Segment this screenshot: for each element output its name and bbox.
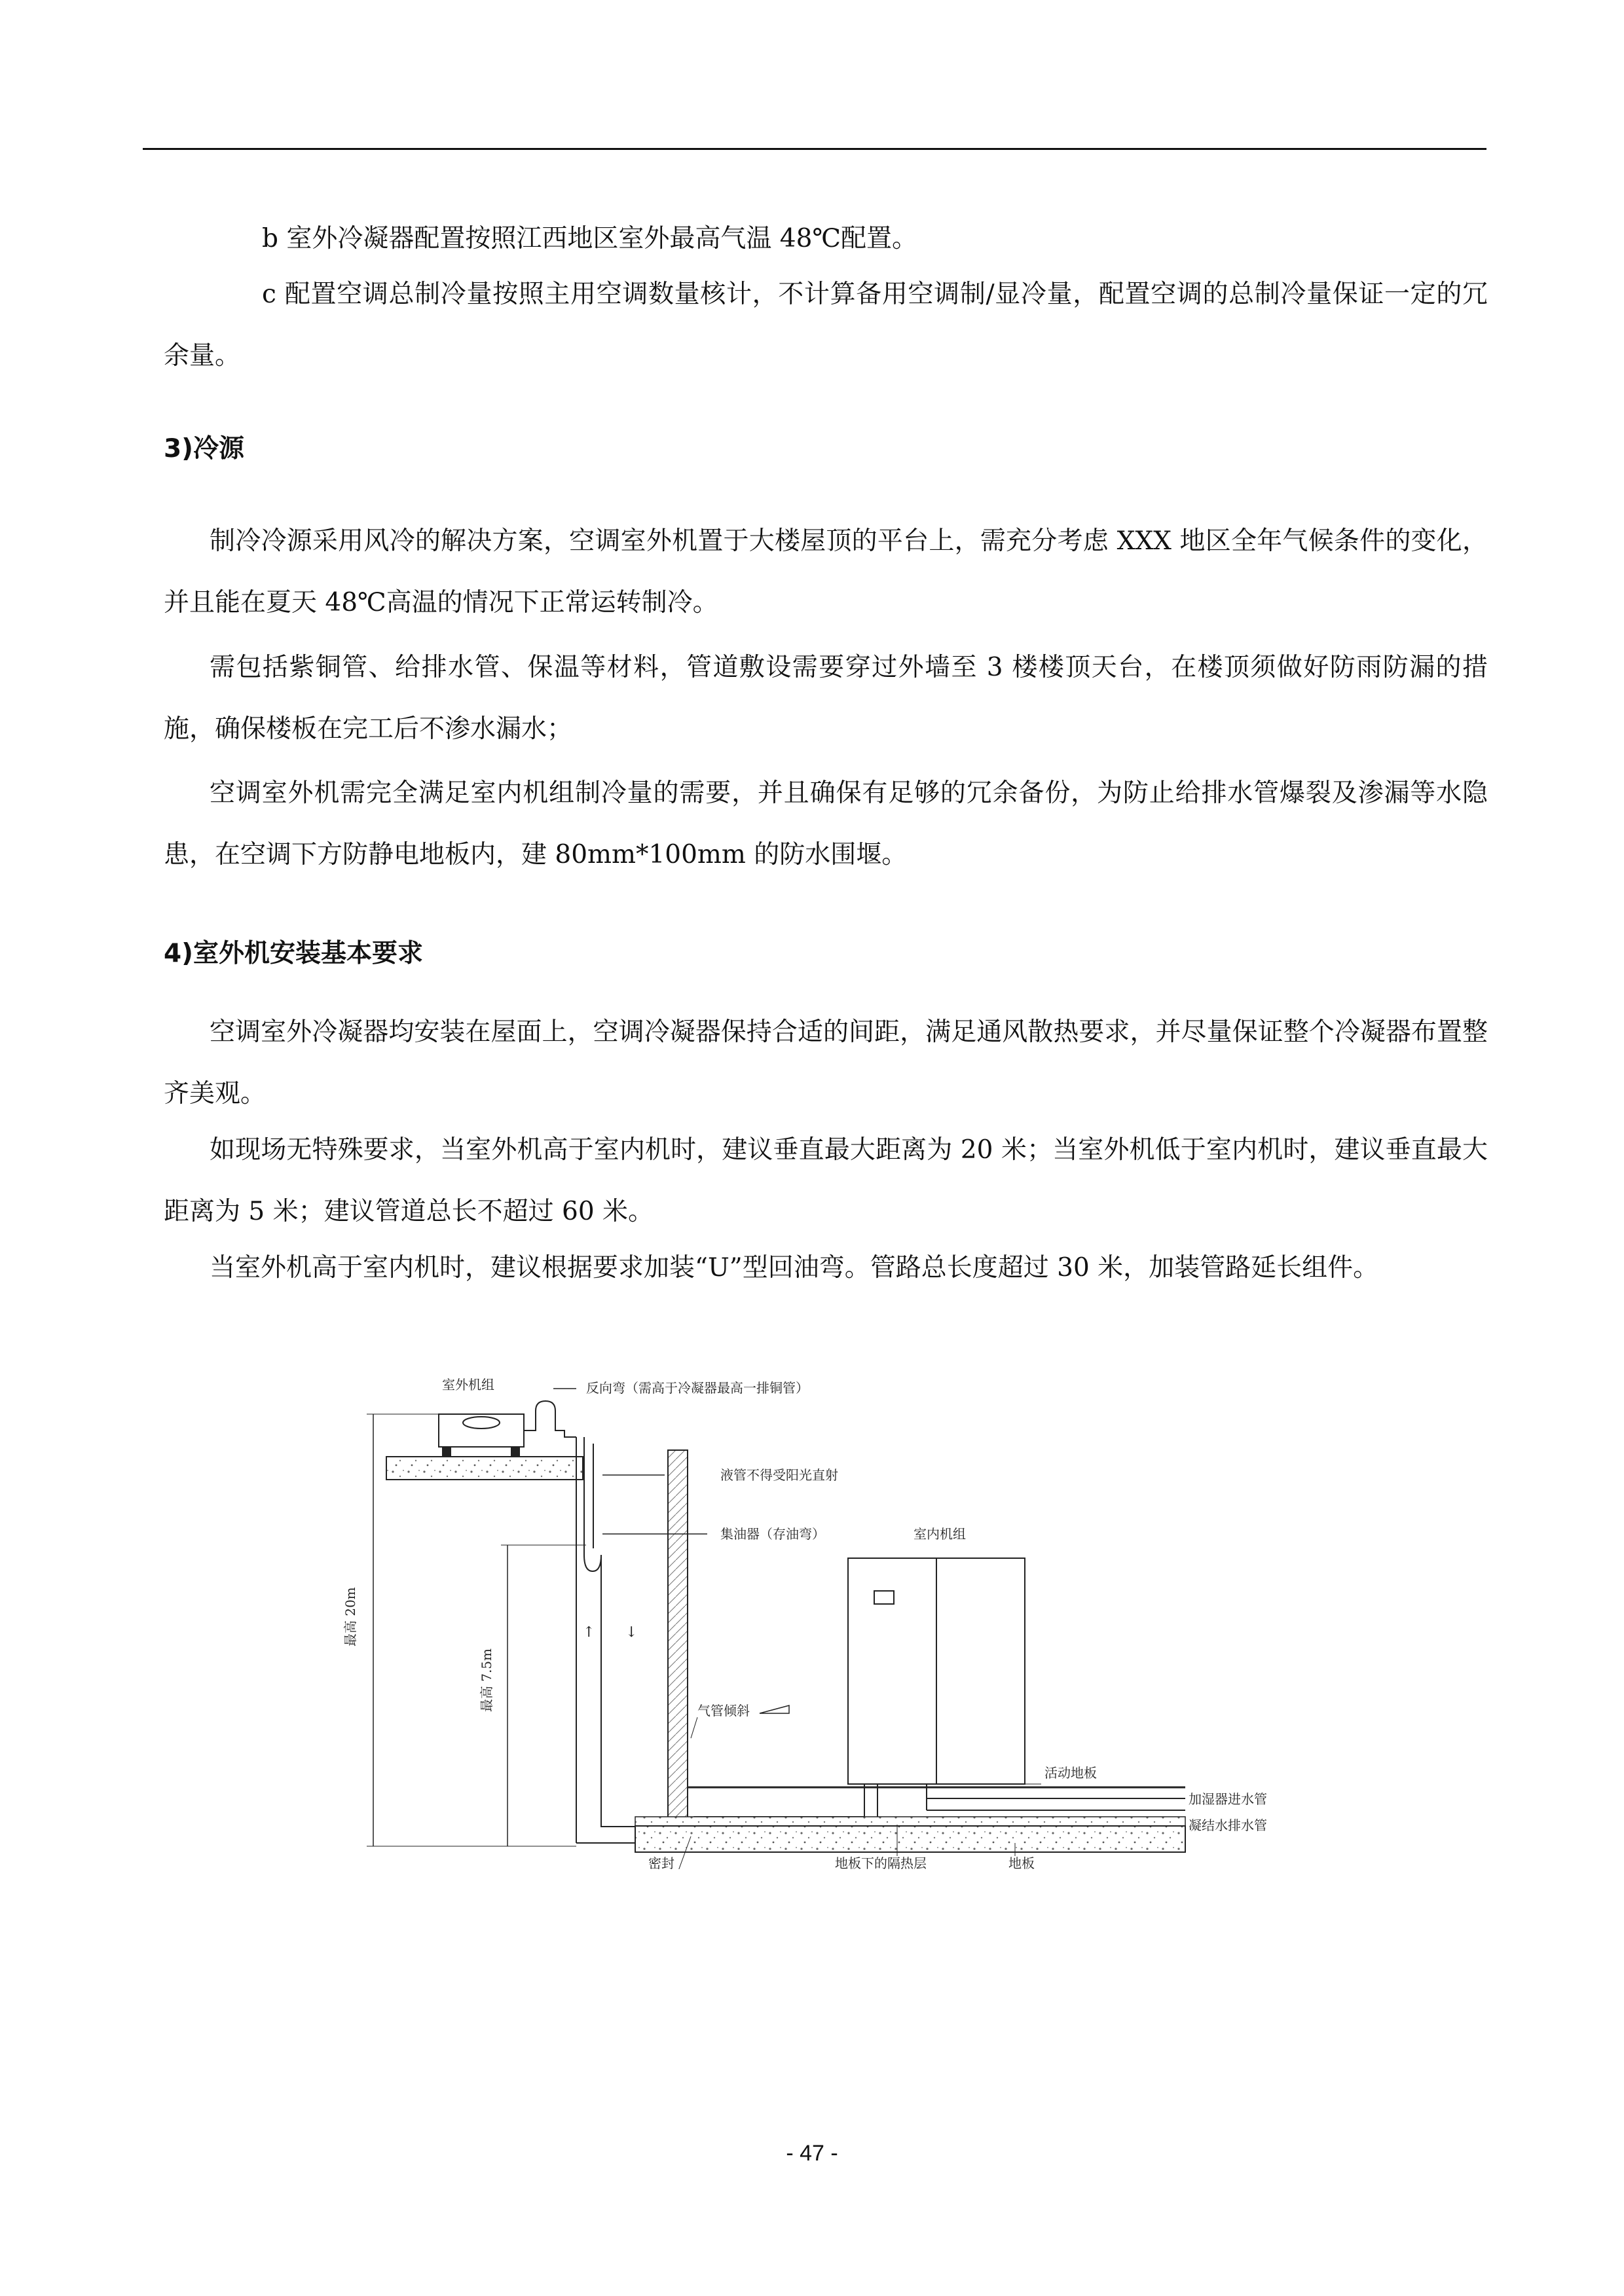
paragraph-install-1: 空调室外冷凝器均安装在屋面上，空调冷凝器保持合适的间距，满足通风散热要求，并尽量保证整个冷凝器布置整齐美观。 [164, 1017, 1488, 1108]
header-rule [143, 148, 1486, 150]
flow-down-arrow-icon: ↓ [625, 1624, 638, 1641]
label-seal: 密封 [648, 1855, 674, 1869]
indoor-unit-right-panel [936, 1558, 1025, 1784]
paragraph-cold-source-2: 需包括紫铜管、给排水管、保温等材料，管道敷设需要穿过外墙至 3 楼楼顶天台，在楼顶须做好防雨防漏的措施，确保楼板在完工后不渗水漏水； [164, 653, 1488, 744]
insulation-layer [635, 1817, 1185, 1826]
label-humidifier-inlet: 加湿器进水管 [1189, 1791, 1267, 1807]
exterior-wall [668, 1450, 688, 1833]
installation-diagram [327, 1358, 1310, 1869]
paragraph-install-2: 如现场无特殊要求，当室外机高于室内机时，建议垂直最大距离为 20 米；当室外机低于室内机时，建议垂直最大距离为 5 米；建议管道总长不超过 60 米。 [164, 1135, 1488, 1226]
flow-up-arrow-icon: ↑ [583, 1624, 595, 1641]
label-raised-floor: 活动地板 [1044, 1765, 1097, 1781]
unit-foot-left [442, 1447, 451, 1457]
label-floor: 地板 [1008, 1855, 1035, 1869]
label-indoor-unit: 室内机组 [913, 1526, 966, 1542]
paragraph-cold-source-1: 制冷冷源采用风冷的解决方案，空调室外机置于大楼屋顶的平台上，需充分考虑 XXX 地区全年气候条件的变化，并且能在夏天 48℃高温的情况下正常运转制冷。 [164, 526, 1488, 617]
label-oil-collector: 集油器（存油弯） [720, 1526, 825, 1542]
label-liquid-pipe-note: 液管不得受阳光直射 [720, 1467, 838, 1483]
floor-slab [635, 1826, 1185, 1852]
label-gas-pipe-slope: 气管倾斜 [697, 1703, 750, 1719]
label-outdoor-unit: 室外机组 [442, 1377, 494, 1393]
slope-triangle-icon [760, 1705, 789, 1713]
label-reverse-bend: 反向弯（需高于冷凝器最高一排铜管） [586, 1380, 809, 1396]
section-heading-cold-source: 3)冷源 [164, 434, 244, 464]
label-max-7-5m: 最高 7.5m [479, 1648, 494, 1712]
roof-slab [386, 1457, 583, 1480]
paragraph-cold-source-3: 空调室外机需完全满足室内机组制冷量的需要，并且确保有足够的冗余备份，为防止给排水管爆裂及渗漏等水隐患，在空调下方防静电地板内，建 80mm*100mm 的防水围堰。 [164, 778, 1488, 869]
paragraph-b: b 室外冷凝器配置按照江西地区室外最高气温 48℃配置。 [262, 224, 918, 253]
fan-icon [463, 1417, 500, 1429]
label-condensate-drain: 凝结水排水管 [1189, 1817, 1267, 1833]
paragraph-install-3: 当室外机高于室内机时，建议根据要求加装“U”型回油弯。管路总长度超过 30 米，加装管路延长组件。 [210, 1253, 1379, 1283]
indoor-unit-left-panel [848, 1558, 936, 1784]
page-number: - 47 - [786, 2141, 838, 2166]
label-insulation-under-floor: 地板下的隔热层 [835, 1855, 927, 1869]
section-heading-outdoor-install: 4)室外机安装基本要求 [164, 939, 423, 968]
reverse-bend-pipe [524, 1401, 576, 1437]
paragraph-c: c 配置空调总制冷量按照主用空调数量核计，不计算备用空调制/显冷量，配置空调的总制冷量保证一定的冗余量。 [164, 280, 1488, 371]
unit-foot-right [511, 1447, 520, 1457]
outdoor-unit-shape [439, 1414, 524, 1447]
label-max-20m: 最高 20m [342, 1587, 358, 1647]
